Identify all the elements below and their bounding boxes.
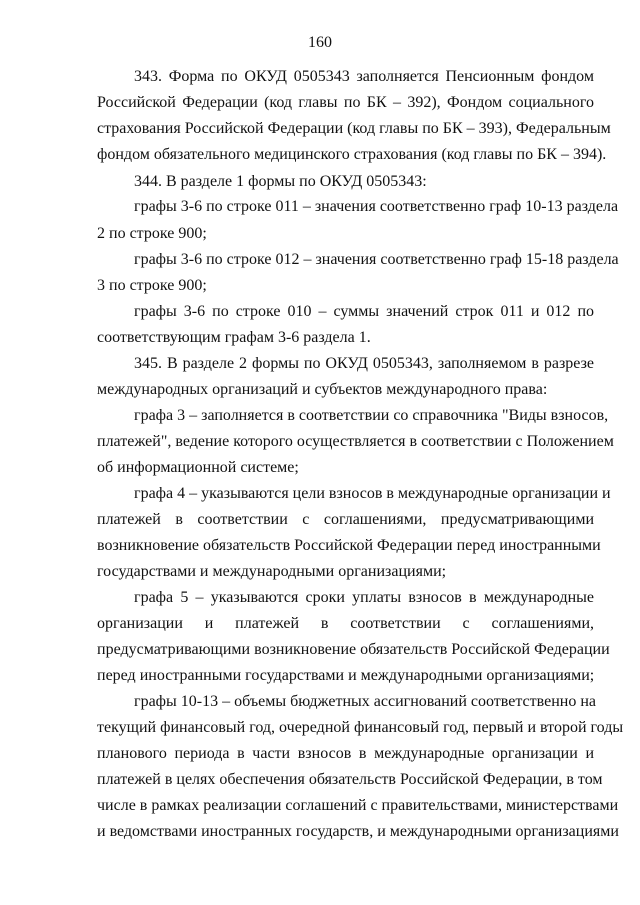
text-line: числе в рамках реализации соглашений с правительствами, министерствами	[97, 797, 619, 814]
text-line: графа 5 – указываются сроки уплаты взносов в международные	[134, 589, 594, 606]
text-line: графа 3 – заполняется в соответствии со справочника "Виды взносов,	[134, 407, 609, 424]
text-line: государствами и международными организациями;	[97, 563, 447, 580]
text-line: 343. Форма по ОКУД 0505343 заполняется Пенсионным фондом	[134, 68, 594, 85]
text-line: международных организаций и субъектов международного права:	[97, 381, 548, 398]
text-line: страхования Российской Федерации (код главы по БК – 393), Федеральным	[97, 120, 611, 137]
text-line: организации и платежей в соответствии с соглашениями,	[97, 615, 594, 632]
text-line: 344. В разделе 1 формы по ОКУД 0505343:	[134, 173, 427, 190]
text-line: об информационной системе;	[97, 459, 299, 476]
text-line: Российской Федерации (код главы по БК – 392), Фондом социального	[97, 94, 594, 111]
text-line: платежей", ведение которого осуществляется в соответствии с Положением	[97, 433, 614, 450]
text-line: 2 по строке 900;	[97, 225, 207, 242]
text-line: возникновение обязательств Российской Федерации перед иностранными	[97, 537, 601, 554]
text-line: предусматривающими возникновение обязательств Российской Федерации	[97, 641, 610, 658]
text-line: фондом обязательного медицинского страхования (код главы по БК – 394).	[97, 146, 607, 163]
text-line: и ведомствами иностранных государств, и международными организациями	[97, 823, 619, 840]
text-line: графы 10-13 – объемы бюджетных ассигнований соответственно на	[134, 693, 596, 710]
text-line: текущий финансовый год, очередной финансовый год, первый и второй годы	[97, 719, 624, 736]
text-line: графа 4 – указываются цели взносов в международные организации и	[134, 485, 611, 502]
text-line: перед иностранными государствами и международными организациями;	[97, 667, 595, 684]
text-line: графы 3-6 по строке 012 – значения соответственно граф 15-18 раздела	[134, 251, 619, 268]
page-number: 160	[308, 34, 332, 51]
text-line: платежей в целях обеспечения обязательств Российской Федерации, в том	[97, 771, 603, 788]
text-line: графы 3-6 по строке 010 – суммы значений строк 011 и 012 по	[134, 303, 594, 320]
text-line: соответствующим графам 3-6 раздела 1.	[97, 329, 371, 346]
text-line: графы 3-6 по строке 011 – значения соответственно граф 10-13 раздела	[134, 198, 619, 215]
text-line: 3 по строке 900;	[97, 277, 207, 294]
text-line: 345. В разделе 2 формы по ОКУД 0505343, заполняемом в разрезе	[134, 355, 594, 372]
text-line: планового периода в части взносов в международные организации и	[97, 745, 594, 762]
text-line: платежей в соответствии с соглашениями, предусматривающими	[97, 511, 594, 528]
